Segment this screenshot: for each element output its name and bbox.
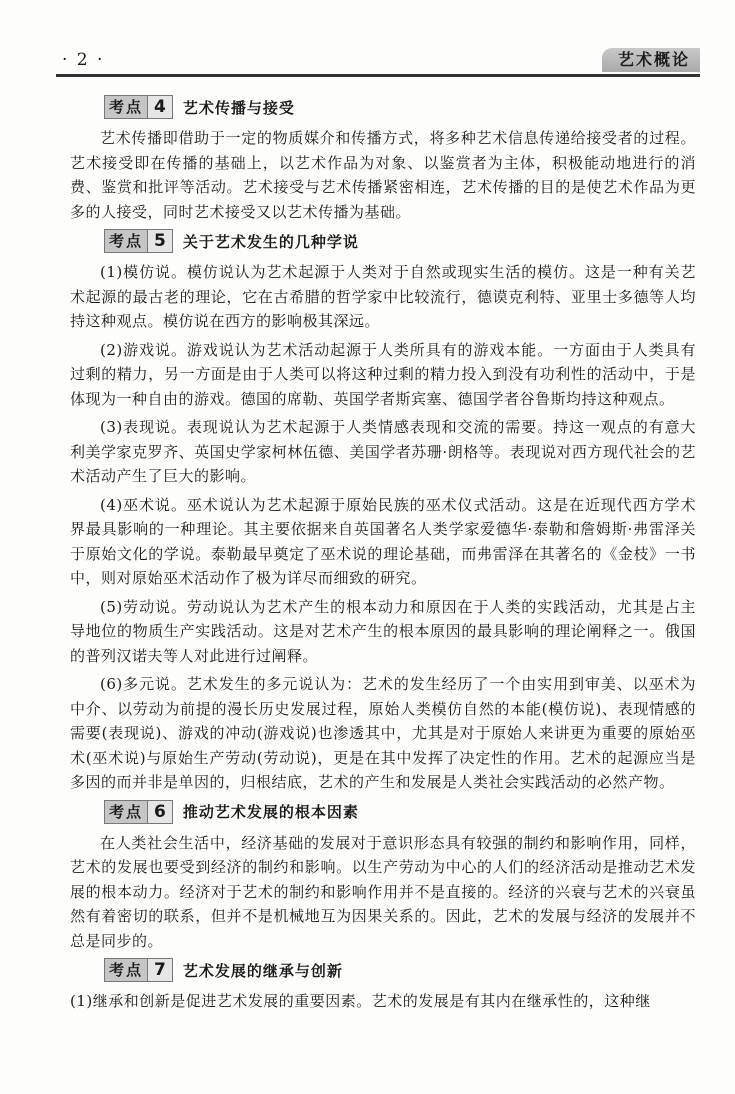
- section-heading: [70, 799, 696, 825]
- exam-point-label: 考点: [104, 229, 148, 253]
- paragraph: (2)游戏说。游戏说认为艺术活动起源于人类所具有的游戏本能。一方面由于人类具有过剩的精力，另一方面是由于人类可以将这种过剩的精力投入到没有功利性的活动中，于是体现为一种自由的游戏。德国的席勒、英国学者斯宾塞、德国学者谷鲁斯均持这种观点。: [70, 340, 696, 408]
- exam-point-tag: [104, 959, 173, 981]
- paragraph: (1)继承和创新是促进艺术发展的重要因素。艺术的发展是有其内在继承性的，这种继: [70, 992, 651, 1010]
- header-rule: [56, 74, 700, 77]
- paragraph: (3)表现说。表现说认为艺术起源于人类情感表现和交流的需要。持这一观点的有意大利美学家克罗齐、英国史学家柯林伍德、美国学者苏珊·朗格等。表现说对西方现代社会的艺术活动产生了巨大的影响。: [70, 418, 696, 485]
- section-title: 推动艺术发展的根本因素: [182, 803, 359, 821]
- exam-point-label: 考点: [104, 958, 148, 982]
- section-heading: [70, 957, 696, 983]
- exam-point-label: 考点: [104, 800, 148, 824]
- page-header: [56, 48, 700, 74]
- paragraph: 在人类社会生活中，经济基础的发展对于意识形态具有较强的制约和影响作用，同样，艺术的发展也要受到经济的制约和影响。以生产劳动为中心的人们的经济活动是推动艺术发展的根本动力。经济对于艺术的制约和影响作用并不是直接的。经济的兴衰与艺术的兴衰虽然有着密切的联系，但并不是机械地互为因果关系的。因此，艺术的发展与经济的发展并不总是同步的。: [70, 833, 696, 950]
- section-title: 艺术传播与接受: [182, 98, 295, 117]
- exam-point-label: 考点: [104, 95, 148, 119]
- section-heading: [70, 228, 696, 254]
- page-content: [70, 92, 696, 1018]
- section-title: 关于艺术发生的几种学说: [182, 232, 359, 251]
- book-title-tab: 艺术概论: [602, 48, 700, 72]
- paragraph: (1)模仿说。模仿说认为艺术起源于人类对于自然或现实生活的模仿。这是一种有关艺术起源的最古老的理论，它在古希腊的哲学家中比较流行，德谟克利特、亚里士多德等人均持这种观点。模仿说在西方的影响极其深远。: [70, 263, 696, 330]
- paragraph: (5)劳动说。劳动说认为艺术产生的根本动力和原因在于人类的实践活动，尤其是占主导地位的物质生产实践活动。这是对艺术产生的根本原因的最具影响的理论阐释之一。俄国的普列汉诺夫等人对此进行过阐释。: [70, 597, 696, 665]
- paragraph: 艺术传播即借助于一定的物质媒介和传播方式，将多种艺术信息传递给接受者的过程。艺术接受即在传播的基础上，以艺术作品为对象、以鉴赏者为主体，积极能动地进行的消费、鉴赏和批评等活动。艺术接受与艺术传播紧密相连，艺术传播的目的是使艺术作品为更多的人接受，同时艺术接受又以艺术传播为基础。: [70, 129, 696, 221]
- exam-point-tag: [104, 96, 173, 118]
- page-number: · 2 ·: [62, 50, 105, 70]
- section-heading: [70, 94, 696, 120]
- exam-point-number: 4: [148, 95, 173, 119]
- paragraph: (6)多元说。艺术发生的多元说认为：艺术的发生经历了一个由实用到审美、以巫术为中介、以劳动为前提的漫长历史发展过程，原始人类模仿自然的本能(模仿说)、表现情感的需要(表现说)、游戏的冲动(游戏说)也渗透其中，尤其是对于原始人来讲更为重要的原始巫术(巫术说)与原始生产劳动(劳动说)，更是在其中发挥了决定性的作用。艺术的起源应当是多因的而并非是单因的，归根结底，艺术的产生和发展是人类社会实践活动的必然产物。: [70, 675, 696, 791]
- exam-point-tag: [104, 230, 173, 252]
- section-title: 艺术发展的继承与创新: [182, 961, 343, 980]
- paragraph: (4)巫术说。巫术说认为艺术起源于原始民族的巫术仪式活动。这是在近现代西方学术界最具影响的一种理论。其主要依据来自英国著名人类学家爱德华·泰勒和詹姆斯·弗雷泽关于原始文化的学说。泰勒最早奠定了巫术说的理论基础，而弗雷泽在其著名的《金枝》一书中，则对原始巫术活动作了极为详尽而细致的研究。: [70, 495, 696, 587]
- exam-point-number: 5: [148, 229, 173, 253]
- exam-point-number: 7: [148, 958, 173, 982]
- exam-point-tag: [104, 801, 173, 823]
- exam-point-number: 6: [148, 800, 173, 824]
